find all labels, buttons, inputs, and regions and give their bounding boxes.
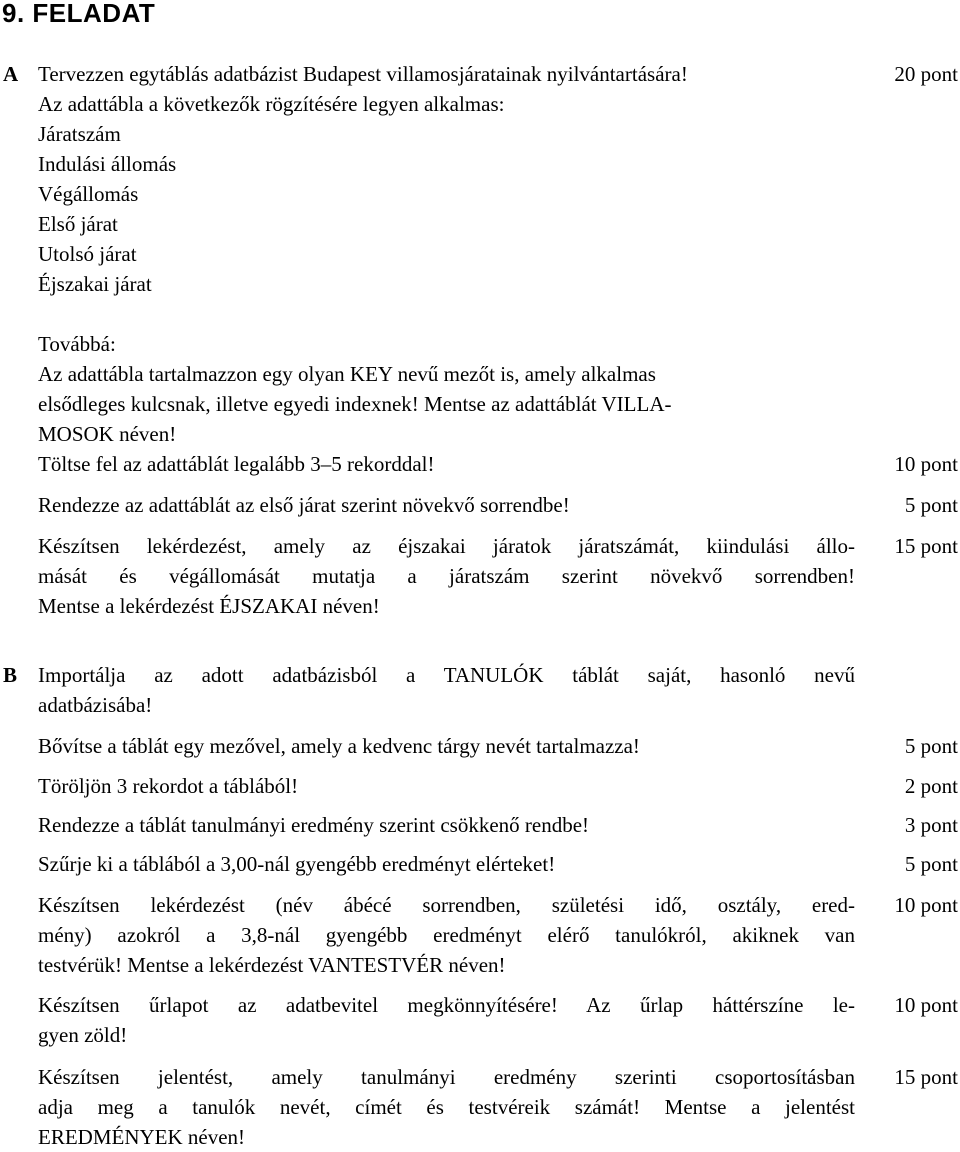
task-points: 5 pont xyxy=(904,493,958,517)
task-b1 xyxy=(38,660,960,720)
task-a1 xyxy=(38,59,960,449)
task-text xyxy=(38,660,855,720)
task-line: mény) azokról a 3,8-nál gyengébb eredményt elérő tanulókról, akiknek van xyxy=(38,923,855,947)
task-points: 10 pont xyxy=(894,993,958,1017)
task-b5 xyxy=(38,849,960,879)
page-title: 9. FELADAT xyxy=(2,0,156,28)
task-line: Végállomás xyxy=(38,182,139,206)
task-text xyxy=(38,990,855,1050)
task-line: EREDMÉNYEK néven! xyxy=(38,1125,246,1149)
task-text xyxy=(38,731,855,761)
task-line: adatbázisába! xyxy=(38,693,153,717)
task-b4 xyxy=(38,810,960,840)
task-line: Töröljön 3 rekordot a táblából! xyxy=(38,774,299,798)
task-line: elsődleges kulcsnak, illetve egyedi indexnek! Mentse az adattáblát VILLA- xyxy=(38,392,672,416)
task-points: 10 pont xyxy=(894,452,958,476)
task-text xyxy=(38,849,855,879)
task-points: 3 pont xyxy=(904,813,958,837)
task-points: 5 pont xyxy=(904,734,958,758)
task-a3 xyxy=(38,490,960,520)
section-letter: B xyxy=(3,663,18,687)
task-line: Az adattábla a következők rögzítésére legyen alkalmas: xyxy=(38,92,505,116)
task-line: Importálja az adott adatbázisból a TANULÓK táblát saját, hasonló nevű xyxy=(38,663,855,687)
task-line: Továbbá: xyxy=(38,332,116,356)
task-points: 10 pont xyxy=(894,893,958,917)
task-line: Bővítse a táblát egy mezővel, amely a kedvenc tárgy nevét tartalmazza! xyxy=(38,734,640,758)
task-line: Készítsen lekérdezést (név ábécé sorrendben, születési idő, osztály, ered- xyxy=(38,893,855,917)
task-line: Első járat xyxy=(38,212,118,236)
task-line: Szűrje ki a táblából a 3,00-nál gyengébb eredményt elérteket! xyxy=(38,852,556,876)
task-b6 xyxy=(38,890,960,980)
task-line: Tervezzen egytáblás adatbázist Budapest villamosjáratainak nyilvántartására! xyxy=(38,62,688,86)
task-line: Az adattábla tartalmazzon egy olyan KEY nevű mezőt is, amely alkalmas xyxy=(38,362,656,386)
task-b7 xyxy=(38,990,960,1050)
task-text xyxy=(38,449,855,479)
task-line: Éjszakai járat xyxy=(38,272,152,296)
task-line: Rendezze az adattáblát az első járat szerint növekvő sorrendbe! xyxy=(38,493,570,517)
task-text xyxy=(38,810,855,840)
task-line: Készítsen lekérdezést, amely az éjszakai járatok járatszámát, kiindulási állo- xyxy=(38,534,855,558)
task-line-blank xyxy=(38,299,860,329)
task-line: Töltse fel az adattáblát legalább 3–5 rekorddal! xyxy=(38,452,435,476)
task-line: adja meg a tanulók nevét, címét és testvéreik számát! Mentse a jelentést xyxy=(38,1095,855,1119)
task-text xyxy=(38,531,855,621)
task-b3 xyxy=(38,771,960,801)
task-line: gyen zöld! xyxy=(38,1023,128,1047)
task-line: Mentse a lekérdezést ÉJSZAKAI néven! xyxy=(38,594,380,618)
task-points: 15 pont xyxy=(894,1065,958,1089)
task-text xyxy=(38,771,855,801)
task-line: Készítsen jelentést, amely tanulmányi eredmény szerinti csoportosításban xyxy=(38,1065,855,1089)
task-text xyxy=(38,890,855,980)
task-points: 5 pont xyxy=(904,852,958,876)
task-line: testvérük! Mentse a lekérdezést VANTESTVÉR néven! xyxy=(38,953,506,977)
task-text xyxy=(38,490,855,520)
task-points: 2 pont xyxy=(904,774,958,798)
task-text xyxy=(38,59,860,449)
task-a2 xyxy=(38,449,960,479)
task-points: 15 pont xyxy=(894,534,958,558)
task-line: mását és végállomását mutatja a járatszám szerint növekvő sorrendben! xyxy=(38,564,855,588)
task-line: Készítsen űrlapot az adatbevitel megkönnyítésére! Az űrlap háttérszíne le- xyxy=(38,993,855,1017)
section-letter: A xyxy=(3,62,19,86)
task-b8 xyxy=(38,1062,960,1152)
task-points: 20 pont xyxy=(894,62,958,86)
task-text xyxy=(38,1062,855,1152)
task-line: Járatszám xyxy=(38,122,121,146)
task-a4 xyxy=(38,531,960,621)
task-line: Indulási állomás xyxy=(38,152,177,176)
task-line: Utolsó járat xyxy=(38,242,137,266)
task-line: Rendezze a táblát tanulmányi eredmény szerint csökkenő rendbe! xyxy=(38,813,590,837)
task-b2 xyxy=(38,731,960,761)
task-line: MOSOK néven! xyxy=(38,422,177,446)
